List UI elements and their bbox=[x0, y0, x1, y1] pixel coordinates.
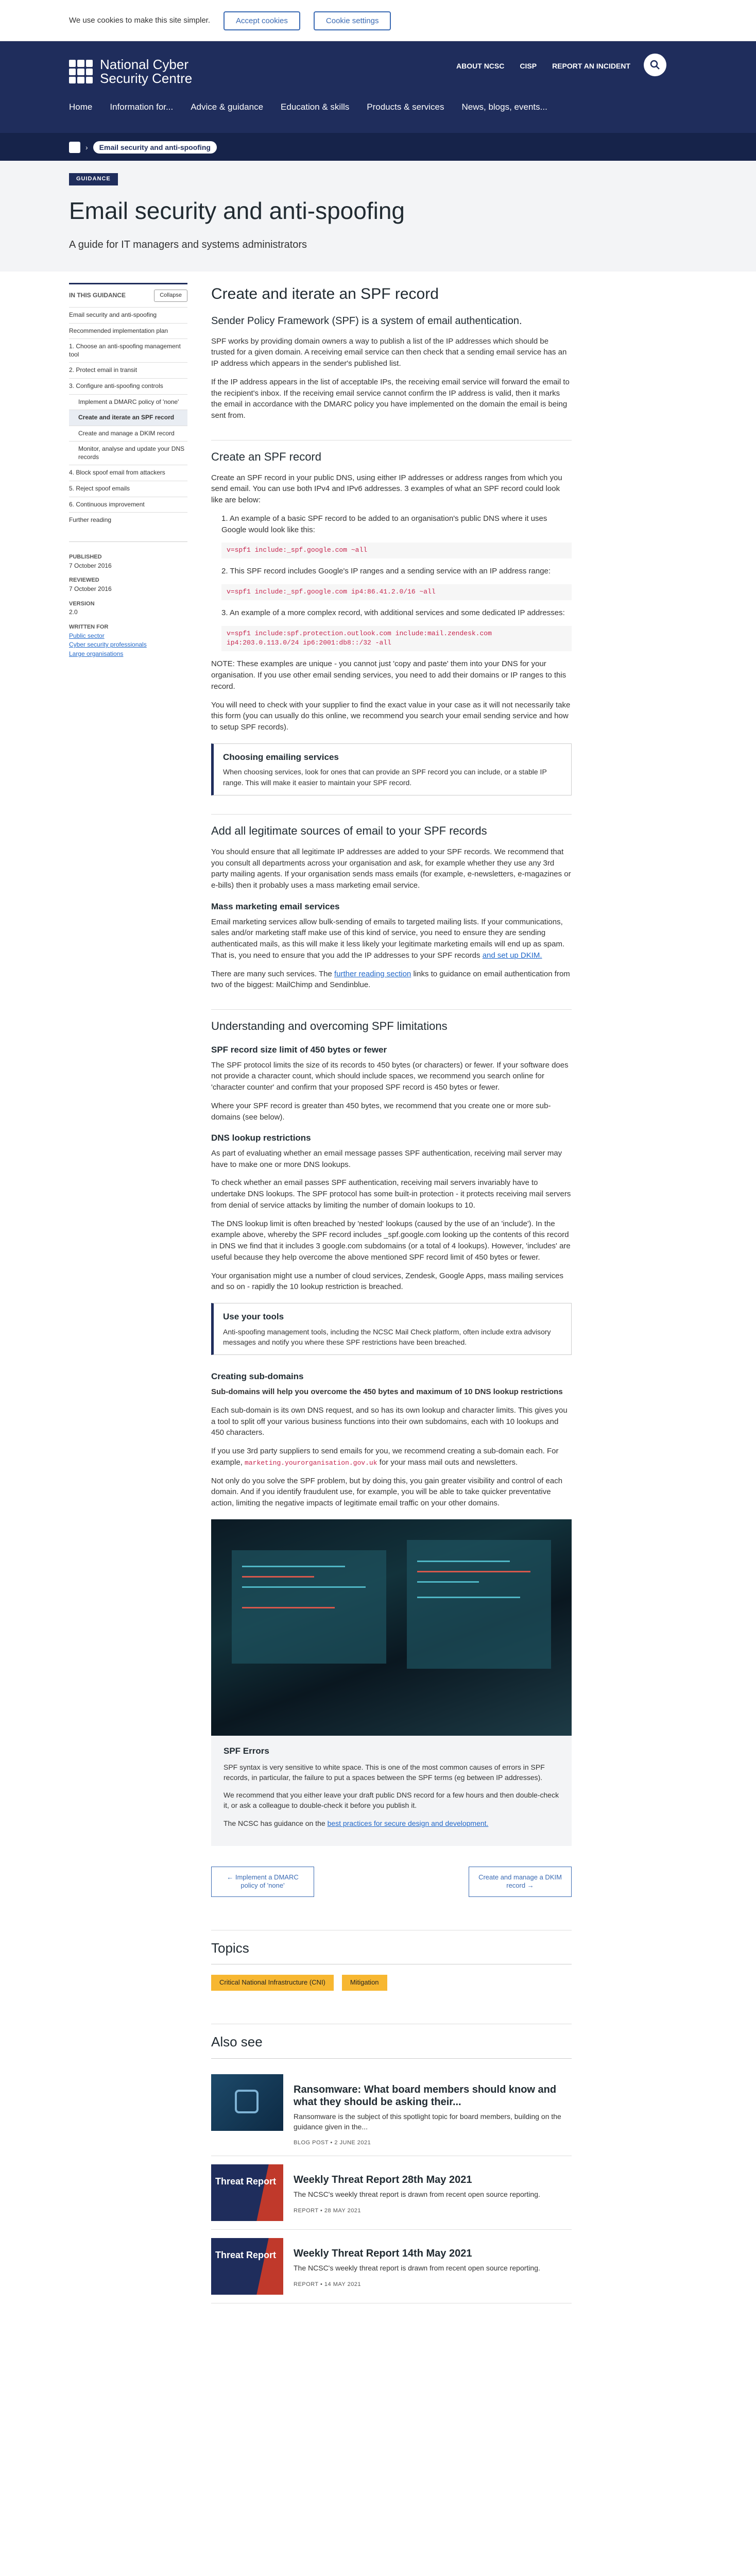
section-heading: Create an SPF record bbox=[211, 440, 572, 465]
subsection-heading: Creating sub-domains bbox=[211, 1371, 304, 1382]
search-icon bbox=[650, 60, 660, 70]
reviewed-date: 7 October 2016 bbox=[69, 585, 112, 593]
paragraph: You will need to check with your supplier to find the exact value in your case as it will not necessarily take this form (you can usually do this online, we recommend you search your email sending service and how to setup SPF records). bbox=[211, 700, 571, 732]
callout-text: Anti-spoofing management tools, including the NCSC Mail Check platform, often include extra advisory messages and notify you where these SPF restrictions have been breached. bbox=[223, 1327, 551, 1347]
paragraph: Create an SPF record in your public DNS, using either IP addresses or address ranges from which you send email. You can use both IPv4 and IPv6 addresses. 3 examples of what an SPF record could look like are below: bbox=[211, 473, 562, 505]
article-lead: Sender Policy Framework (SPF) is a system of email authentication. bbox=[211, 315, 522, 327]
paragraph: The NCSC has guidance on the best practices for secure design and development. bbox=[224, 1819, 489, 1827]
related-card[interactable]: Ransomware: What board members should know and what they should be asking their... Ransomware is the subject of this spotlight topic for board members, building on the guidance given in the... BLOG POST • 2 JUNE 2021 bbox=[211, 2066, 572, 2157]
paragraph: Sub-domains will help you overcome the 450 bytes and maximum of 10 DNS lookup restrictions bbox=[211, 1387, 563, 1397]
example-text: 2. This SPF record includes Google's IP ranges and a sending service with an IP address range: bbox=[221, 567, 551, 576]
written-for-link[interactable]: Cyber security professionals bbox=[69, 641, 147, 649]
secure-design-link[interactable]: best practices for secure design and development. bbox=[327, 1819, 489, 1827]
written-for-label: WRITTEN FOR bbox=[69, 623, 109, 630]
sidebar-item[interactable]: Create and iterate an SPF record bbox=[69, 410, 187, 426]
nav-education-skills[interactable]: Education & skills bbox=[281, 102, 350, 112]
guidance-badge: GUIDANCE bbox=[69, 173, 118, 185]
subsection-heading: DNS lookup restrictions bbox=[211, 1133, 311, 1143]
nav-news-blogs[interactable]: News, blogs, events... bbox=[461, 102, 547, 112]
topnav-cisp[interactable]: CISP bbox=[520, 62, 537, 70]
spf-code-example: v=spf1 include:_spf.google.com ~all bbox=[221, 543, 572, 558]
threat-report-thumbnail: Threat Report bbox=[211, 2238, 283, 2295]
topics-title: Topics bbox=[211, 1930, 572, 1965]
nav-products-services[interactable]: Products & services bbox=[367, 102, 444, 112]
breadcrumb: › Email security and anti-spoofing bbox=[0, 133, 756, 161]
next-page-button[interactable]: Create and manage a DKIM record → bbox=[469, 1867, 572, 1897]
published-label: PUBLISHED bbox=[69, 553, 102, 560]
paragraph: The DNS lookup limit is often breached by 'nested' lookups (caused by the use of an 'include'). In the example above, whereby the SPF record includes _spf.google.com looking up the contents of this record in DNS we find that it includes 3 google.com subdomains (or a total of 4 lookups). However, 'includes' are useful because they help overcome the above mentioned SPF record limit of 450 bytes or fewer. bbox=[211, 1219, 571, 1262]
paragraph: Email marketing services allow bulk-sending of emails to targeted mailing lists. If your communications, sales and/or marketing staff make use of this kind of service, you need to ensure they are sending authenticated mails, as this will make it less likely your legitimate marketing emails will end up as spam. That is, you need to ensure that you add the IP addresses to your SPF records and set up DKIM. bbox=[211, 917, 565, 960]
paragraph: Where your SPF record is greater than 450 bytes, we recommend that you create one or more sub-domains (see below). bbox=[211, 1101, 551, 1122]
sidebar-item[interactable]: 5. Reject spoof emails bbox=[69, 481, 187, 497]
spf-code-example: v=spf1 include:spf.protection.outlook.com include:mail.zendesk.com ip4:203.0.113.0/24 ip6:2001:db8::/32 -all bbox=[221, 626, 572, 652]
paragraph: If the IP address appears in the list of acceptable IPs, the receiving email service will forward the email to the recipient's inbox. If the receiving email service cannot confirm the IP address is valid, then it marks the email in accordance with the DMARC policy you have implemented on the domain the email is being sent from. bbox=[211, 377, 570, 420]
paragraph: As part of evaluating whether an email message passes SPF authentication, receiving mail server may have to make one or more DNS lookups. bbox=[211, 1148, 562, 1169]
nav-information-for[interactable]: Information for... bbox=[110, 102, 174, 112]
nav-home[interactable]: Home bbox=[69, 102, 93, 112]
page-subtitle: A guide for IT managers and systems administrators bbox=[69, 239, 307, 250]
paragraph: SPF works by providing domain owners a way to publish a list of the IP addresses which should be trusted for a given domain. A receiving email service can then check that a sending email service has an IP address which appears in the sender's published list. bbox=[211, 336, 567, 368]
paragraph: Not only do you solve the SPF problem, but by doing this, you gain greater visibility and control of each domain. And if you identify fraudulent use, for example, you will be able to take quicker preventative action, limiting the negative impacts of legitimate email traffic on your other domains. bbox=[211, 1476, 563, 1508]
code-screen-photo bbox=[211, 1519, 572, 1736]
version-label: VERSION bbox=[69, 600, 95, 607]
search-button[interactable] bbox=[644, 54, 666, 76]
topnav-about[interactable]: ABOUT NCSC bbox=[456, 62, 505, 70]
note-text: NOTE: These examples are unique - you cannot just 'copy and paste' them into your DNS for your organisation. If you use other email sending services, you need to add their domains or IP ranges to this record. bbox=[211, 659, 566, 691]
sidebar bbox=[69, 283, 187, 2303]
also-see-section bbox=[211, 2024, 572, 2303]
page-meta bbox=[69, 541, 187, 658]
sidebar-item[interactable]: 6. Continuous improvement bbox=[69, 497, 187, 513]
related-card[interactable]: Threat Report Weekly Threat Report 28th May 2021 The NCSC's weekly threat report is drawn from recent open source reporting. REPORT • 28 MAY 2021 bbox=[211, 2156, 572, 2230]
collapse-button[interactable]: Collapse bbox=[154, 290, 187, 302]
topic-chip[interactable]: Mitigation bbox=[342, 1975, 387, 1991]
callout-title: Use your tools bbox=[223, 1312, 284, 1322]
related-card[interactable]: Threat Report Weekly Threat Report 14th May 2021 The NCSC's weekly threat report is drawn from recent open source reporting. REPORT • 14 MAY 2021 bbox=[211, 2230, 572, 2303]
breadcrumb-current[interactable]: Email security and anti-spoofing bbox=[93, 141, 217, 154]
sidebar-item[interactable]: 1. Choose an anti-spoofing management tool bbox=[69, 338, 187, 362]
paragraph: If you use 3rd party suppliers to send emails for you, we recommend creating a sub-domain each. For example, marketing.yourorganisation.gov.uk for your mass mail outs and newsletters. bbox=[211, 1447, 559, 1467]
logo-line2: Security Centre bbox=[100, 71, 193, 87]
logo-grid-icon bbox=[69, 60, 93, 83]
also-see-title: Also see bbox=[211, 2024, 572, 2059]
cookie-banner bbox=[0, 0, 756, 41]
example-text: 1. An example of a basic SPF record to be added to an organisation's public DNS where it uses Google would look like this: bbox=[221, 514, 547, 534]
version-value: 2.0 bbox=[69, 608, 78, 616]
callout-use-your-tools bbox=[211, 1303, 572, 1355]
spf-code-example: v=spf1 include:_spf.google.com ip4:86.41.2.0/16 ~all bbox=[221, 584, 572, 600]
dkim-link[interactable]: and set up DKIM. bbox=[482, 951, 542, 960]
sidebar-heading: IN THIS GUIDANCE bbox=[69, 292, 126, 299]
sidebar-item[interactable]: 3. Configure anti-spoofing controls bbox=[69, 378, 187, 394]
ransomware-thumbnail bbox=[211, 2074, 283, 2131]
section-heading: Add all legitimate sources of email to your SPF records bbox=[211, 814, 572, 839]
logo-line1: National Cyber bbox=[100, 57, 188, 72]
paragraph: We recommend that you either leave your draft public DNS record for a few hours and then double-check it, or ask a colleague to double-check it before you publish it. bbox=[224, 1791, 559, 1810]
paragraph: To check whether an email passes SPF authentication, receiving mail servers invariably have to undertake DNS lookups. The SPF protocol has some built-in protection - it protects receiving mail servers from denial of service attacks by limiting the number of domain lookups to 10. bbox=[211, 1178, 571, 1210]
paragraph: Each sub-domain is its own DNS request, and so has its own lookup and character limits. This gives you a tool to split off your various business functions into their own subdomains, each with 10 lookups and 450 characters. bbox=[211, 1405, 568, 1437]
sidebar-item[interactable]: 4. Block spoof email from attackers bbox=[69, 465, 187, 481]
site-logo[interactable] bbox=[69, 58, 192, 86]
page-title: Email security and anti-spoofing bbox=[69, 197, 405, 224]
paragraph: SPF syntax is very sensitive to white space. This is one of the most common causes of errors in SPF records, in particular, the failure to put a spaces between the SPF terms (eg between IP addresses). bbox=[224, 1762, 545, 1782]
threat-report-thumbnail: Threat Report bbox=[211, 2164, 283, 2221]
article bbox=[211, 283, 572, 2303]
topic-chip[interactable]: Critical National Infrastructure (CNI) bbox=[211, 1975, 334, 1991]
previous-page-button[interactable]: ← Implement a DMARC policy of 'none' bbox=[211, 1867, 314, 1897]
paragraph: Your organisation might use a number of cloud services, Zendesk, Google Apps, mass mailing services and so on - rapidly the 10 lookup restriction is breached. bbox=[211, 1271, 563, 1292]
sidebar-item[interactable]: Implement a DMARC policy of 'none' bbox=[69, 394, 187, 410]
subsection-heading: SPF record size limit of 450 bytes or fewer bbox=[211, 1044, 387, 1055]
lock-icon bbox=[235, 2090, 259, 2113]
sidebar-item[interactable]: Monitor, analyse and update your DNS records bbox=[69, 441, 187, 465]
subdomain-example: marketing.yourorganisation.gov.uk bbox=[245, 1459, 377, 1467]
paragraph: The SPF protocol limits the size of its records to 450 bytes (or characters) or fewer. If your software does not provide a character count, which should include spaces, we recommend you search online for 'character counter' and confirm that your proposed SPF record is 450 bytes or fewer. bbox=[211, 1060, 569, 1092]
cookie-text: We use cookies to make this site simpler. bbox=[69, 16, 210, 25]
nav-advice-guidance[interactable]: Advice & guidance bbox=[191, 102, 264, 112]
callout-title: Choosing emailing services bbox=[223, 752, 339, 762]
sidebar-item[interactable]: Create and manage a DKIM record bbox=[69, 426, 187, 442]
example-text: 3. An example of a more complex record, with additional services and some dedicated IP addresses: bbox=[221, 608, 565, 617]
article-title: Create and iterate an SPF record bbox=[211, 285, 439, 302]
subsection-heading: Mass marketing email services bbox=[211, 901, 340, 911]
reviewed-label: REVIEWED bbox=[69, 577, 99, 584]
sidebar-item[interactable]: 2. Protect email in transit bbox=[69, 362, 187, 378]
topnav-report[interactable]: REPORT AN INCIDENT bbox=[552, 62, 630, 70]
topics-section bbox=[211, 1930, 572, 1991]
published-date: 7 October 2016 bbox=[69, 562, 112, 569]
home-icon[interactable] bbox=[69, 142, 80, 153]
paragraph: There are many such services. The further reading section links to guidance on email authentication from two of the biggest: MailChimp and Sendinblue. bbox=[211, 969, 570, 990]
top-nav bbox=[456, 61, 630, 71]
written-for-link[interactable]: Large organisations bbox=[69, 650, 124, 657]
sidebar-item[interactable]: Further reading bbox=[69, 512, 187, 528]
callout-text: When choosing services, look for ones that can provide an SPF record you can include, or a stable IP range. This will make it easier to maintain your SPF record. bbox=[223, 768, 547, 787]
further-reading-link[interactable]: further reading section bbox=[334, 969, 411, 978]
page-hero bbox=[0, 161, 756, 272]
site-header bbox=[0, 41, 756, 161]
section-heading: Understanding and overcoming SPF limitations bbox=[211, 1009, 572, 1035]
written-for-link[interactable]: Public sector bbox=[69, 632, 105, 639]
paragraph: You should ensure that all legitimate IP addresses are added to your SPF records. We recommend that you consult all departments across your organisation and ask, for example whether they use any 3rd party mailing agents. If your organisation sends mass emails (for example, e-newsletters, e-magazines or e-bills) then it probably uses a mass marketing email service. bbox=[211, 847, 571, 890]
spf-errors-title: SPF Errors bbox=[224, 1745, 269, 1756]
cookie-settings-button[interactable]: Cookie settings bbox=[314, 11, 391, 30]
accept-cookies-button[interactable]: Accept cookies bbox=[224, 11, 300, 30]
sidebar-item[interactable]: Recommended implementation plan bbox=[69, 323, 187, 339]
sidebar-item[interactable]: Email security and anti-spoofing bbox=[69, 307, 187, 323]
pagination bbox=[211, 1867, 572, 1897]
callout-choosing-services bbox=[211, 743, 572, 795]
spf-errors-box bbox=[211, 1736, 572, 1846]
main-nav bbox=[69, 101, 547, 114]
